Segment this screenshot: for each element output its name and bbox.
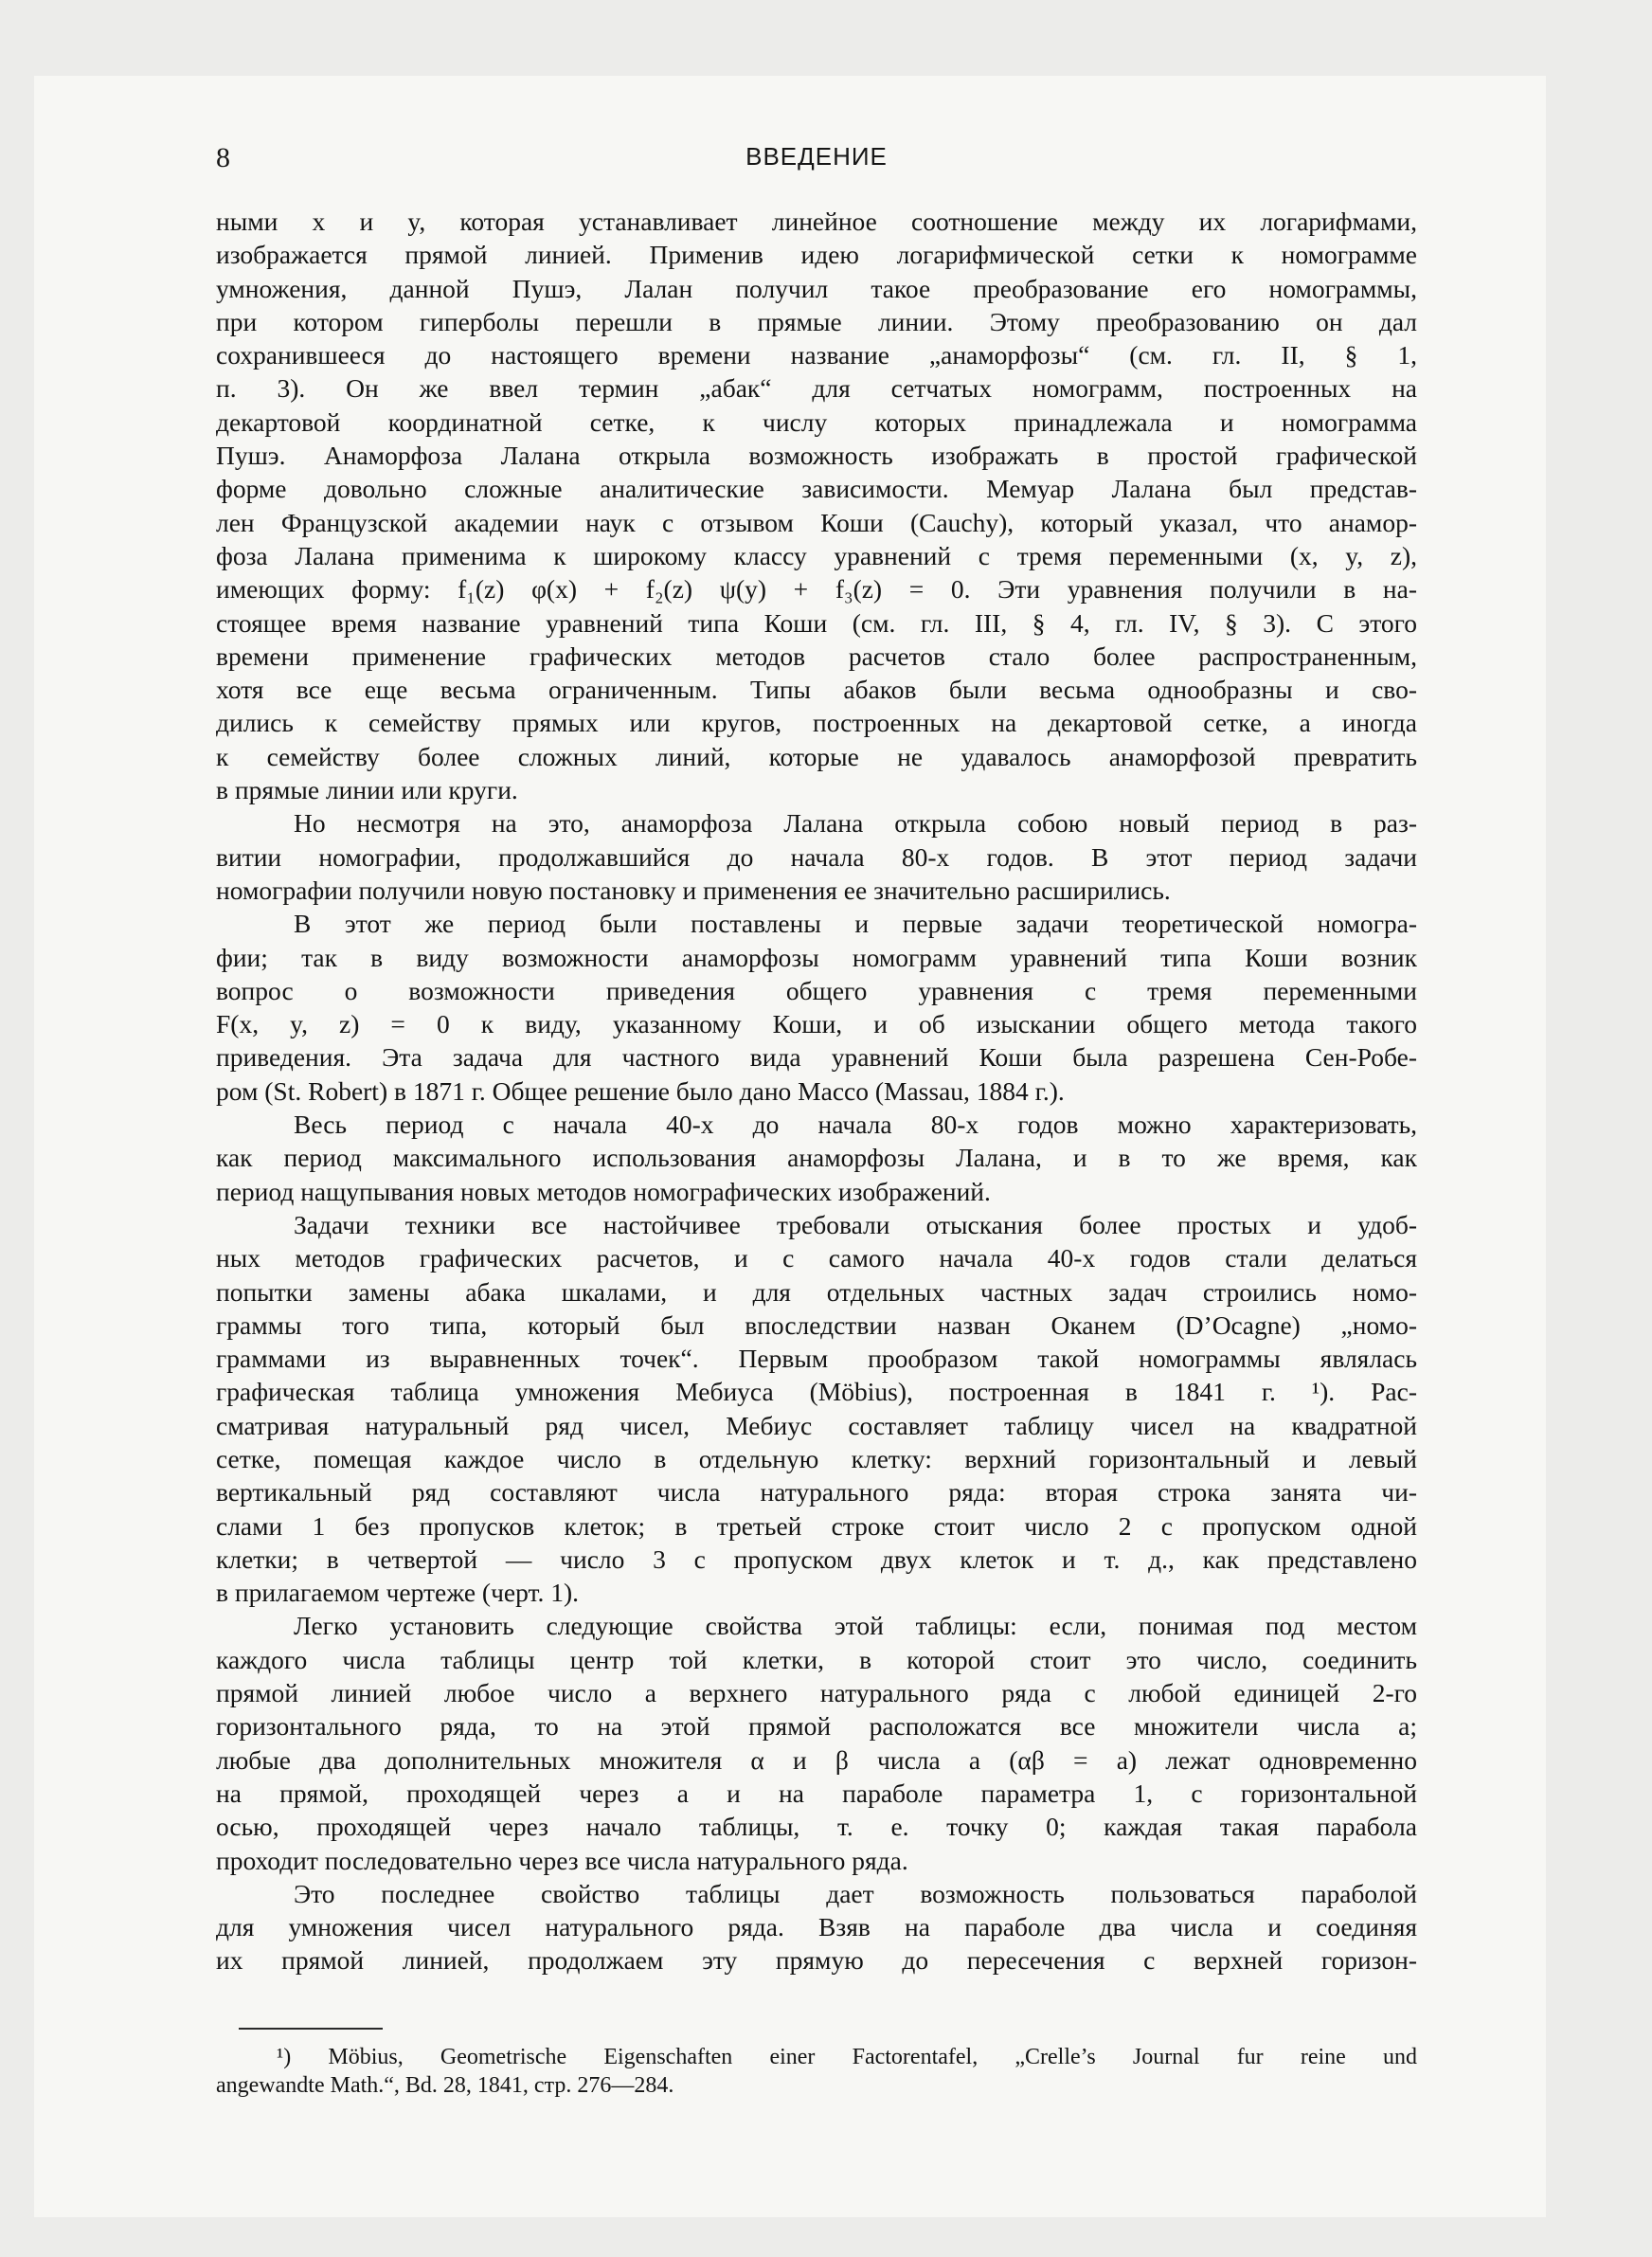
text-line: лен Французской академии наук с отзывом Коши (Cauchy), который указал, что анамор- [216,507,1417,537]
text-line: ром (St. Robert) в 1871 г. Общее решение было дано Массо (Massau, 1884 г.). [216,1075,1065,1106]
body-text [216,205,1417,1977]
text-line: F(x, y, z) = 0 к виду, указанному Коши, и об изыскании общего метода такого [216,1009,1417,1039]
text-line: В этот же период были поставлены и первые задачи теоретической номогра- [294,909,1417,939]
text-line: фоза Лалана применима к широкому классу уравнений с тремя переменными (x, y, z), [216,540,1417,570]
text-line: проходит последовательно через все числа натурального ряда. [216,1845,908,1875]
text-line: имеющих форму: f₁(z) φ(x) + f₂(z) ψ(y) + f₃(z) = 0. Эти уравнения получили в на- [216,574,1417,605]
text-line: каждого числа таблицы центр той клетки, в которой стоит это число, соединить [216,1644,1417,1674]
text-line: при котором гиперболы перешли в прямые линии. Этому преобразованию он дал [216,306,1417,336]
text-line: форме довольно сложные аналитические зависимости. Мемуар Лалана был представ- [216,474,1417,504]
page-number: 8 [216,142,230,173]
text-line: Пушэ. Анаморфоза Лалана открыла возможность изображать в простой графической [216,441,1417,471]
footnote-line: ¹) Möbius, Geometrische Eigenschaften einer Factorentafel, „Crelle’s Journal fur reine und [277,2045,1417,2069]
text-line: сматривая натуральный ряд чисел, Мебиус составляет таблицу чисел на квадратной [216,1410,1417,1440]
text-line: осью, проходящей через начало таблицы, т. е. точку 0; каждая такая парабола [216,1812,1417,1842]
text-line: сохранившееся до настоящего времени название „анаморфозы“ (см. гл. II, § 1, [216,340,1417,370]
text-line: декартовой координатной сетке, к числу которых принадлежала и номограмма [216,406,1417,437]
text-line: умножения, данной Пушэ, Лалан получил такое преобразование его номограммы, [216,273,1417,303]
text-line: Весь период с начала 40-х до начала 80-х годов можно характеризовать, [294,1110,1417,1140]
text-line: хотя все еще весьма ограниченным. Типы абаков были весьма однообразны и сво- [216,675,1417,705]
text-line: приведения. Эта задача для частного вида уравнений Коши была разрешена Сен-Робе- [216,1042,1417,1073]
text-line: стоящее время название уравнений типа Коши (см. гл. III, § 4, гл. IV, § 3). С этого [216,607,1417,638]
text-line: в прилагаемом чертеже (черт. 1). [216,1578,579,1608]
text-line: фии; так в виду возможности анаморфозы номограмм уравнений типа Коши возник [216,942,1417,972]
text-line: дились к семейству прямых или кругов, построенных на декартовой сетке, а иногда [216,708,1417,738]
running-head: ВВЕДЕНИЕ [745,142,888,171]
text-line: для умножения чисел натурального ряда. Взяв на параболе два числа и соединяя [216,1912,1417,1942]
text-line: Задачи техники все настойчивее требовали отыскания более простых и удоб- [294,1209,1417,1239]
text-line: граммами из выравненных точек“. Первым прообразом такой номограммы являлась [216,1344,1417,1374]
text-line: период нащупывания новых методов номографических изображений. [216,1176,991,1206]
text-line: прямой линией любое число a верхнего натурального ряда с любой единицей 2-го [216,1678,1417,1708]
page-header [216,142,1417,180]
text-line: времени применение графических методов расчетов стало более распространенным, [216,641,1417,671]
footnote-divider [239,2028,383,2030]
text-line: графическая таблица умножения Мебиуса (Möbius), построенная в 1841 г. ¹). Рас- [216,1377,1417,1407]
footnote-line: angewandte Math.“, Bd. 28, 1841, стр. 276—284. [216,2073,674,2098]
text-line: любые два дополнительных множителя α и β числа a (αβ = a) лежат одновременно [216,1744,1417,1775]
text-line: горизонтального ряда, то на этой прямой расположатся все множители числа a; [216,1711,1417,1742]
text-line: в прямые линии или круги. [216,775,518,805]
text-line: ными x и y, которая устанавливает линейное соотношение между их логарифмами, [216,207,1417,236]
text-line: как период максимального использования анаморфозы Лалана, и в то же время, как [216,1143,1417,1173]
text-line: изображается прямой линией. Применив идею логарифмической сетки к номограмме [216,240,1417,270]
text-line: к семейству более сложных линий, которые не удавалось анаморфозой превратить [216,741,1417,771]
text-line: сетке, помещая каждое число в отдельную клетку: верхний горизонтальный и левый [216,1443,1417,1473]
text-line: п. 3). Он же ввел термин „абак“ для сетчатых номограмм, построенных на [216,373,1417,404]
text-line: номографии получили новую постановку и применения ее значительно расширились. [216,875,1171,905]
text-line: Это последнее свойство таблицы дает возможность пользоваться параболой [294,1878,1417,1908]
text-line: на прямой, проходящей через a и на параболе параметра 1, с горизонтальной [216,1778,1417,1808]
text-line: клетки; в четвертой — число 3 с пропуском двух клеток и т. д., как представлено [216,1544,1417,1574]
text-line: витии номографии, продолжавшийся до начала 80-х годов. В этот период задачи [216,841,1417,872]
text-line: слами 1 без пропусков клеток; в третьей строке стоит число 2 с пропуском одной [216,1510,1417,1541]
text-line: их прямой линией, продолжаем эту прямую до пересечения с верхней горизон- [216,1945,1417,1976]
text-line: ных методов графических расчетов, и с самого начала 40-х годов стали делаться [216,1243,1417,1273]
text-line: попытки замены абака шкалами, и для отдельных частных задач строились номо- [216,1276,1417,1307]
footnote [216,2043,1417,2100]
text-line: Легко установить следующие свойства этой таблицы: если, понимая под местом [294,1611,1417,1641]
text-line: граммы того типа, который был впоследствии назван Оканем (D’Ocagne) „номо- [216,1309,1417,1340]
text-line: вертикальный ряд составляют числа натурального ряда: вторая строка занята чи- [216,1477,1417,1508]
text-line: вопрос о возможности приведения общего уравнения с тремя переменными [216,975,1417,1005]
text-line: Но несмотря на это, анаморфоза Лалана открыла собою новый период в раз- [294,808,1417,839]
